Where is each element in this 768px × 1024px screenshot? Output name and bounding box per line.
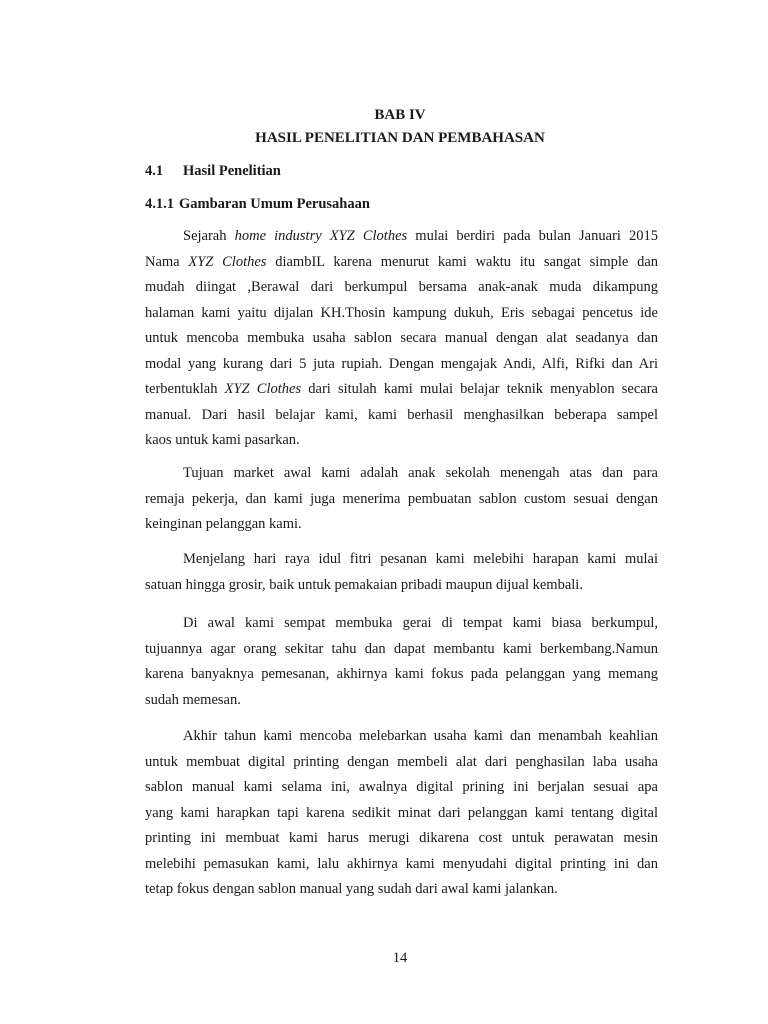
paragraph-line [145,250,658,276]
paragraph-line [145,512,658,538]
text-run: satuan hingga grosir, baik untuk pemakaian pribadi maupun dijual kembali. [145,576,583,593]
paragraph-outlet [145,611,658,713]
paragraph-line [145,461,658,487]
text-run: Menjelang hari raya idul fitri pesanan kami melebihi harapan kami mulai [183,551,658,567]
paragraph-line [145,573,658,599]
text-run: remaja pekerja, dan kami juga menerima pembuatan sablon custom sesuai dengan [145,490,658,507]
section-title: Hasil Penelitian [183,163,281,179]
section-number: 4.1.1 [145,196,174,212]
paragraph-line [145,326,658,352]
paragraph-line [145,403,658,429]
italic-text: XYZ Clothes [188,253,267,270]
italic-text: XYZ Clothes [224,381,302,397]
paragraph-line [145,877,658,903]
paragraph-line [145,775,658,801]
paragraph-line [145,377,658,403]
chapter-title: HASIL PENELITIAN DAN PEMBAHASAN [255,130,545,146]
text-run: dari situlah kami mulai belajar teknik menyablon secara [301,381,658,397]
paragraph-line [145,637,658,663]
text-run: modal yang kurang dari 5 juta rupiah. Dengan mengajak Andi, Alfi, Rifki dan Ari [145,355,658,372]
text-run: mudah diingat ,Berawal dari berkumpul bersama anak-anak muda dikampung [145,279,658,295]
paragraph-line [145,662,658,688]
paragraph-digital-printing [145,724,658,903]
paragraph-line [145,750,658,776]
text-run: Sejarah [183,228,235,244]
text-run: karena banyaknya pemesanan, akhirnya kami fokus pada pelanggan yang memang [145,666,658,682]
text-run: terbentuklah [145,381,225,397]
chapter-number: BAB IV [374,107,426,123]
text-run: sablon manual kami selama ini, awalnya digital prining ini berjalan sesuai apa [145,779,658,795]
paragraph-line [145,224,658,250]
paragraph-line [145,724,658,750]
text-run: keinginan pelanggan kami. [145,516,302,532]
paragraph-line [145,611,658,637]
paragraph-line [145,801,658,827]
text-run: manual. Dari hasil belajar kami, kami berhasil menghasilkan beberapa sampel [145,406,658,423]
paragraph-line [145,301,658,327]
text-run: tetap fokus dengan sablon manual yang sudah dari awal kami jalankan. [145,881,558,897]
paragraph-eid [145,547,658,598]
paragraph-line [145,547,658,573]
text-run: kaos untuk kami pasarkan. [145,432,300,448]
text-run: Nama [145,253,189,270]
section-title: Gambaran Umum Perusahaan [179,196,370,212]
text-run: sudah memesan. [145,691,241,708]
paragraph-line [145,428,658,454]
text-run: diambIL karena menurut kami waktu itu sangat simple dan [266,253,659,270]
paragraph-line [145,487,658,513]
paragraph-line [145,852,658,878]
text-run: Akhir tahun kami mencoba melebarkan usaha kami dan menambah keahlian [183,728,658,744]
text-run: Tujuan market awal kami adalah anak sekolah menengah atas dan para [183,465,658,481]
text-run: melebihi pemasukan kami, lalu akhirnya kami menyudahi digital printing ini dan [145,855,658,872]
section-heading-4-1-1 [145,194,370,214]
paragraph-line [145,688,658,714]
paragraph-line [145,352,658,378]
text-run: yang kami harapkan tapi karena sedikit minat dari pelanggan kami tentang digital [145,804,658,821]
text-run: mulai berdiri pada bulan Januari 2015 [407,228,658,244]
text-run: untuk membuat digital printing dengan membeli alat dari penghasilan laba usaha [145,753,658,770]
paragraph-history [145,224,658,454]
section-heading-4-1 [145,161,281,181]
section-number: 4.1 [145,163,164,179]
text-run: printing ini membuat kami harus merugi dikarena cost untuk perawatan mesin [145,830,658,846]
paragraph-line [145,826,658,852]
text-run: untuk mencoba membuka usaha sablon secara manual dengan alat seadanya dan [145,330,658,346]
paragraph-line [145,275,658,301]
italic-text: home industry XYZ Clothes [234,228,408,244]
text-run: halaman kami yaitu dijalan KH.Thosin kampung dukuh, Eris sebagai pencetus ide [145,304,658,321]
paragraph-market [145,461,658,538]
text-run: tujuannya agar orang sekitar tahu dan dapat membantu kami berkembang.Namun [145,640,658,657]
text-run: Di awal kami sempat membuka gerai di tempat kami biasa berkumpul, [183,615,658,631]
page-number: 14 [392,950,408,966]
